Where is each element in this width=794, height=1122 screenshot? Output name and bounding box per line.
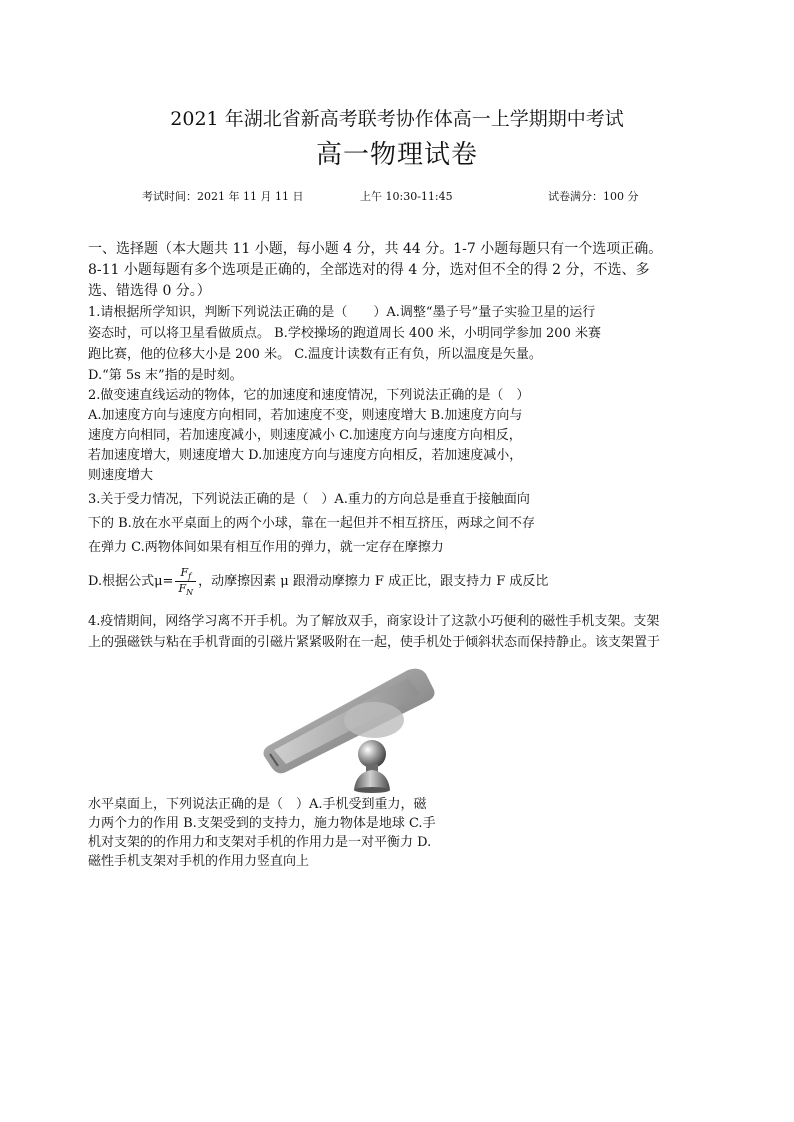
question-1-line: 跑比赛，他的位移大小是 200 米。 C.温度计读数有正有负，所以温度是矢量。 — [88, 347, 542, 362]
question-4-line: 机对支架的的作用力和支架对手机的作用力是一对平衡力 D. — [88, 835, 432, 850]
question-3-option-d — [88, 566, 548, 597]
magnetic-phone-holder-photo — [258, 664, 460, 794]
exam-title: 2021 年湖北省新高考联考协作体高一上学期期中考试 — [170, 108, 624, 130]
question-2-line: A.加速度方向与速度方向相同，若加速度不变，则速度增大 B.加速度方向与 — [88, 408, 523, 423]
formula-numerator-subscript: f — [188, 572, 192, 582]
exam-time: 考试时间：2021 年 11 月 11 日 — [142, 190, 304, 203]
question-4-line: 力两个力的作用 B.支架受到的支持力，施力物体是地球 C.手 — [88, 816, 436, 831]
question-1-line: D.“第 5s 末”指的是时刻。 — [88, 368, 243, 383]
formula-denominator: F — [178, 582, 187, 596]
question-3-line: 下的 B.放在水平桌面上的两个小球，靠在一起但并不相互挤压，两球之间不存 — [88, 516, 535, 531]
full-score: 试卷满分：100 分 — [548, 190, 639, 203]
question-4-line: 水平桌面上，下列说法正确的是（ ）A.手机受到重力，磁 — [88, 797, 427, 812]
question-4-line: 磁性手机支架对手机的作用力竖直向上 — [88, 854, 310, 869]
question-3-line: 在弹力 C.两物体间如果有相互作用的弹力，就一定存在摩擦力 — [88, 540, 444, 555]
exam-session: 上午 10:30-11:45 — [360, 190, 453, 203]
question-4-line: 4.疫情期间，网络学习离不开手机。为了解放双手，商家设计了这款小巧便利的磁性手机支架。支架 — [88, 614, 660, 629]
option-d-prefix: D.根据公式μ= — [88, 574, 174, 590]
question-2-line: 2.做变速直线运动的物体，它的加速度和速度情况，下列说法正确的是（ ） — [88, 388, 530, 403]
formula-denominator-subscript: N — [186, 588, 194, 598]
question-3-line: 3.关于受力情况，下列说法正确的是（ ）A.重力的方向总是垂直于接触面向 — [88, 492, 530, 507]
section-instruction-line-1: 一、选择题（本大题共 11 小题，每小题 4 分，共 44 分。1-7 小题每题只有一个选项正确。 — [88, 241, 663, 257]
question-2-line: 若加速度增大，则速度增大 D.加速度方向与速度方向相反，若加速度减小， — [88, 448, 523, 463]
section-instruction-line-2: 8-11 小题每题有多个选项是正确的，全部选对的得 4 分，选对但不全的得 2 分，不选、多 — [88, 262, 650, 278]
question-4-line: 上的强磁铁与粘在手机背面的引磁片紧紧吸附在一起，使手机处于倾斜状态而保持静止。该支架置于 — [88, 635, 661, 650]
formula-numerator: F — [180, 566, 189, 579]
section-instruction-line-3: 选、错选得 0 分。） — [88, 283, 211, 299]
question-2-line: 则速度增大 — [88, 468, 154, 483]
formula-fraction — [175, 566, 196, 597]
question-1-line: 姿态时，可以将卫星看做质点。 B.学校操场的跑道周长 400 米，小明同学参加 200 米赛 — [88, 326, 601, 341]
option-d-suffix: ，动摩擦因素 μ 跟滑动摩擦力 F 成正比，跟支持力 F 成反比 — [198, 574, 549, 590]
question-2-line: 速度方向相同，若加速度减小，则速度减小 C.加速度方向与速度方向相反， — [88, 428, 522, 443]
question-1-line: 1.请根据所学知识，判断下列说法正确的是（ ）A.调整“墨子号”量子实验卫星的运行 — [88, 305, 596, 320]
exam-subject-title: 高一物理试卷 — [315, 140, 478, 170]
